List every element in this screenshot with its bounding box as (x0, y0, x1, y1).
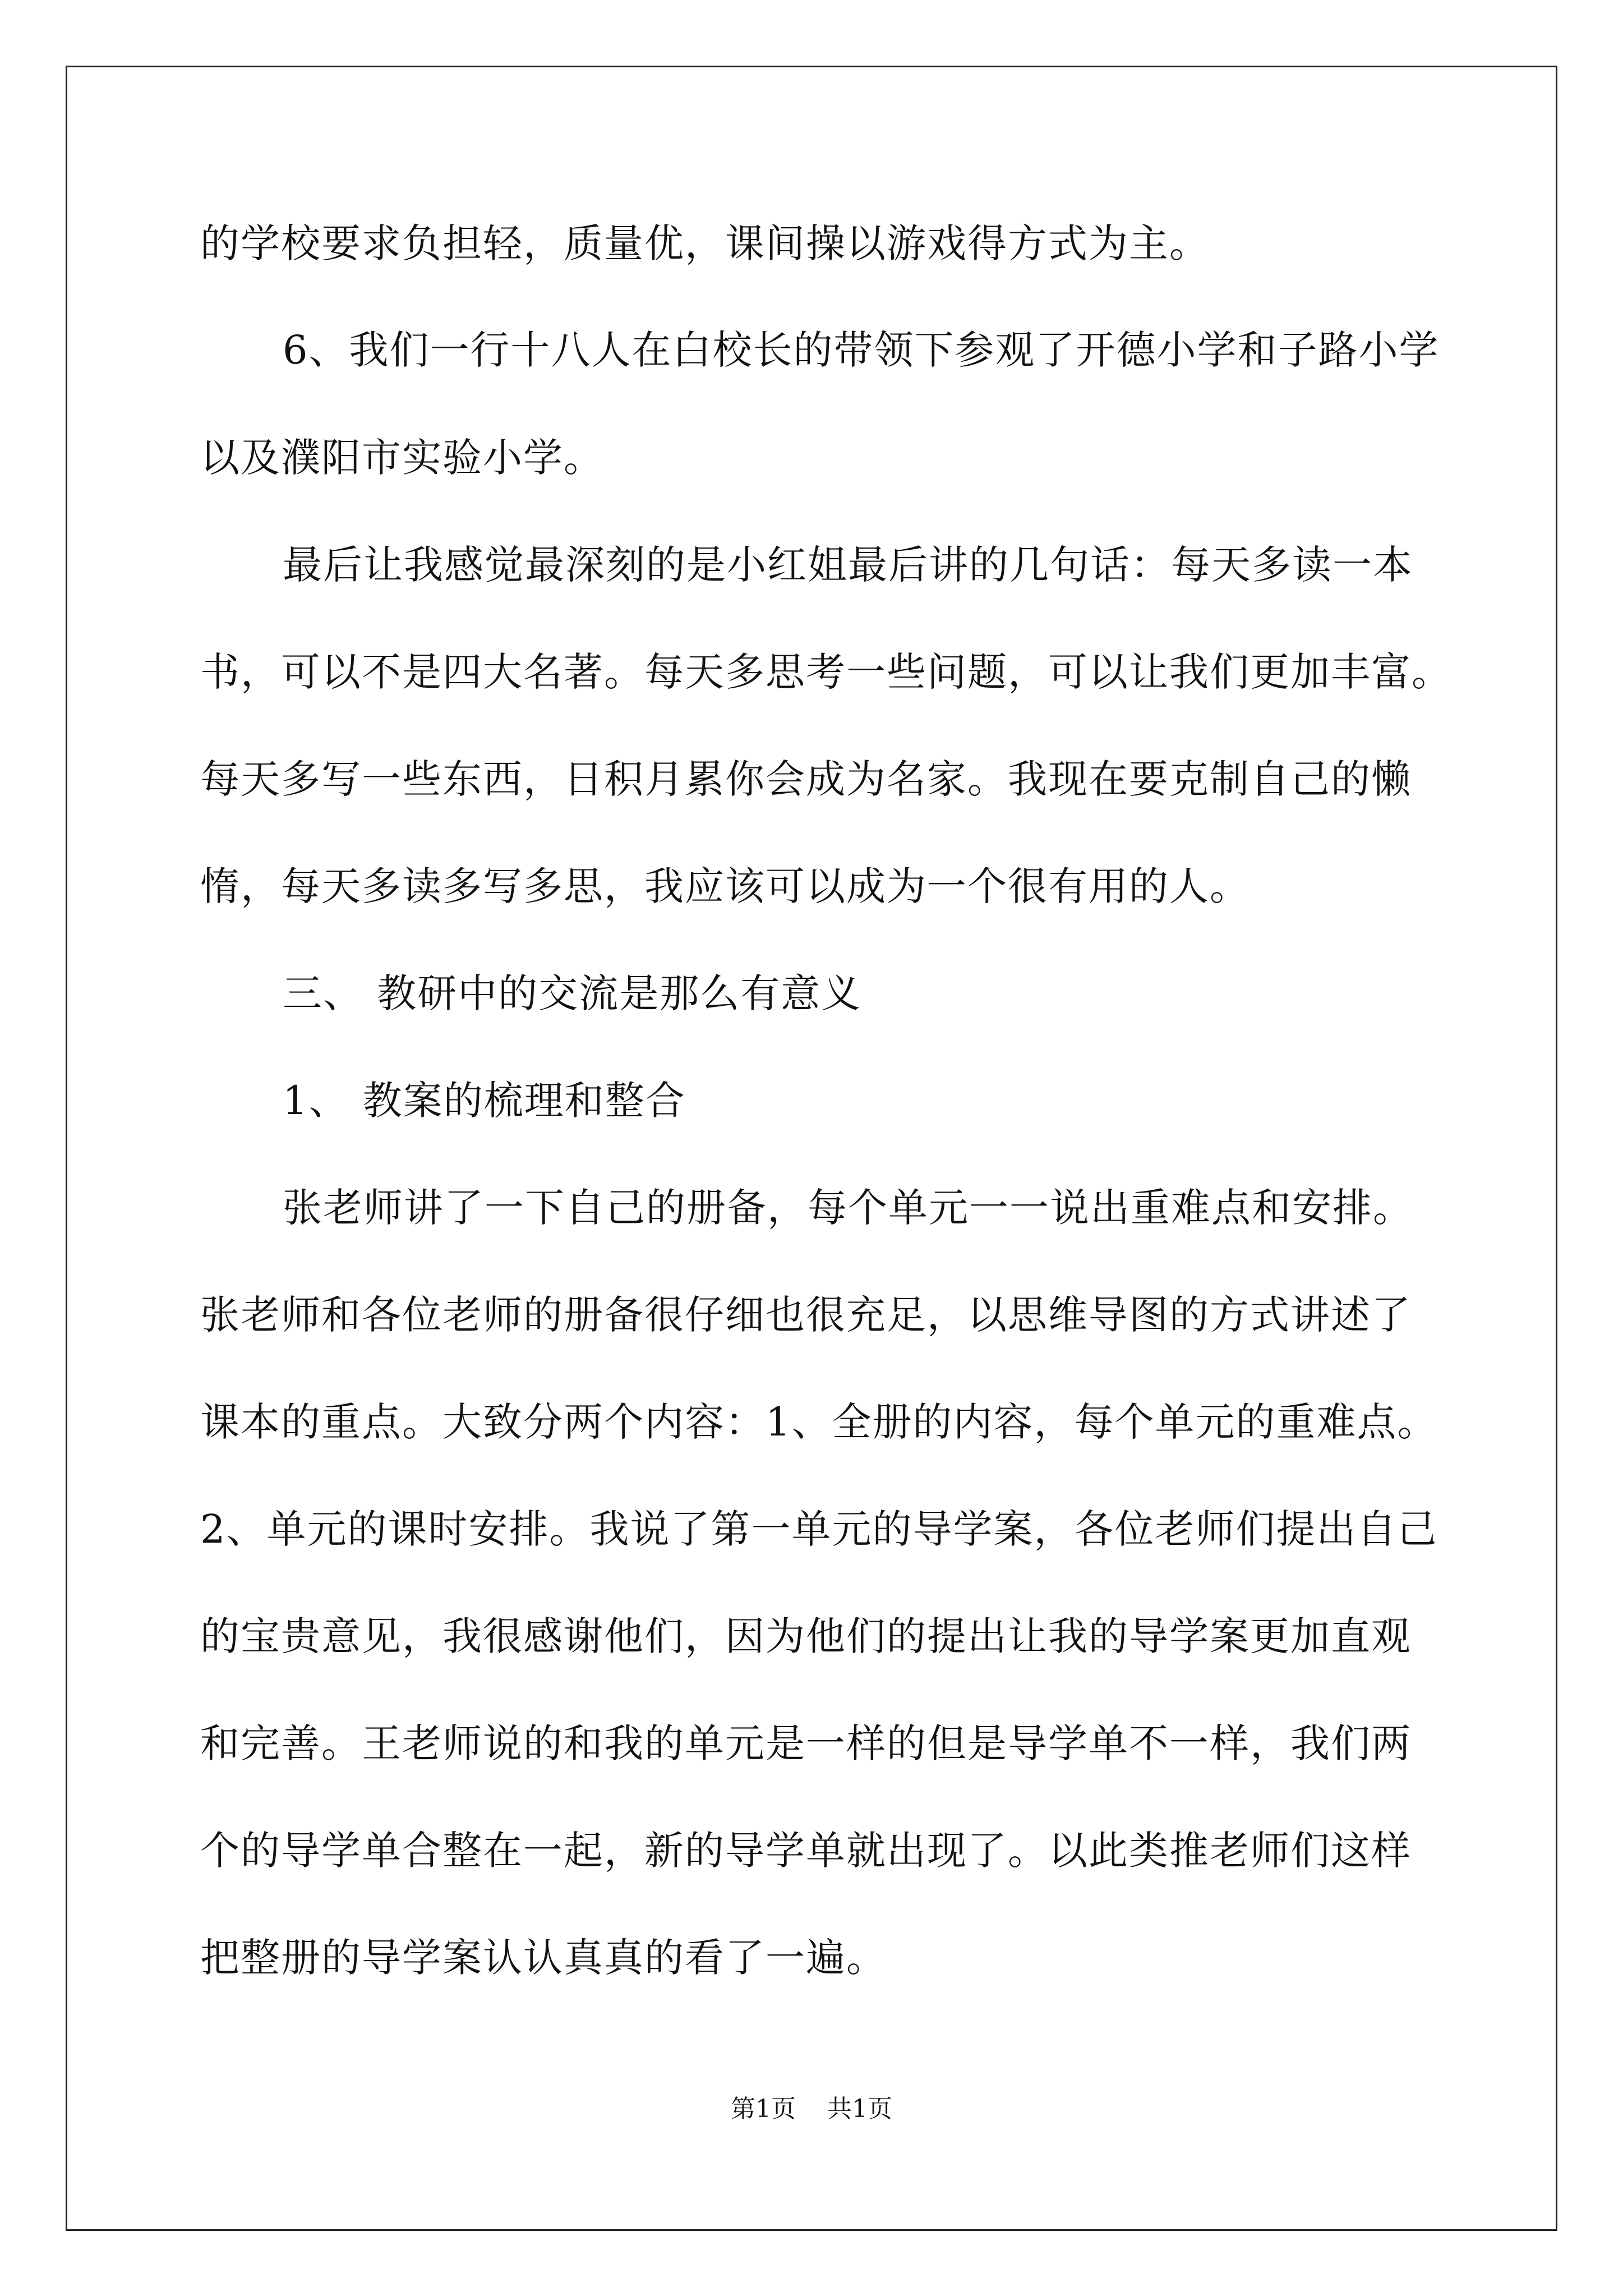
text-line: 的学校要求负担轻，质量优，课间操以游戏得方式为主。 (200, 220, 1210, 266)
text-line: 每天多写一些东西，日积月累你会成为名家。我现在要克制自己的懒 (200, 756, 1412, 802)
text-line: 的宝贵意见，我很感谢他们，因为他们的提出让我的导学案更加直观 (200, 1613, 1412, 1659)
text-line: 2、单元的课时安排。我说了第一单元的导学案，各位老师们提出自己 (200, 1506, 1438, 1552)
text-line: 和完善。王老师说的和我的单元是一样的但是导学单不一样，我们两 (200, 1720, 1412, 1766)
subsection-heading: 1、 教案的梳理和整合 (283, 1078, 686, 1124)
page-total: 共1页 (827, 2095, 892, 2123)
text-line: 惰，每天多读多写多思，我应该可以成为一个很有用的人。 (200, 863, 1250, 909)
text-line: 6、我们一行十八人在白校长的带领下参观了开德小学和子路小学 (283, 327, 1440, 373)
text-line: 书，可以不是四大名著。每天多思考一些问题，可以让我们更加丰富。 (200, 649, 1452, 695)
text-line: 张老师和各位老师的册备很仔细也很充足，以思维导图的方式讲述了 (200, 1292, 1412, 1338)
page-number: 第1页 (731, 2095, 796, 2123)
text-line: 最后让我感觉最深刻的是小红姐最后讲的几句话：每天多读一本 (283, 542, 1413, 588)
text-line: 以及濮阳市实验小学。 (200, 435, 604, 481)
section-heading: 三、 教研中的交流是那么有意义 (283, 970, 862, 1016)
text-line: 课本的重点。大致分两个内容：1、全册的内容，每个单元的重难点。 (200, 1399, 1438, 1445)
text-line: 把整册的导学案认认真真的看了一遍。 (200, 1935, 887, 1981)
page-footer (0, 2092, 1623, 2126)
text-line: 张老师讲了一下自己的册备，每个单元一一说出重难点和安排。 (283, 1185, 1413, 1231)
text-line: 个的导学单合整在一起，新的导学单就出现了。以此类推老师们这样 (200, 1828, 1412, 1874)
page-border (66, 66, 1557, 2231)
